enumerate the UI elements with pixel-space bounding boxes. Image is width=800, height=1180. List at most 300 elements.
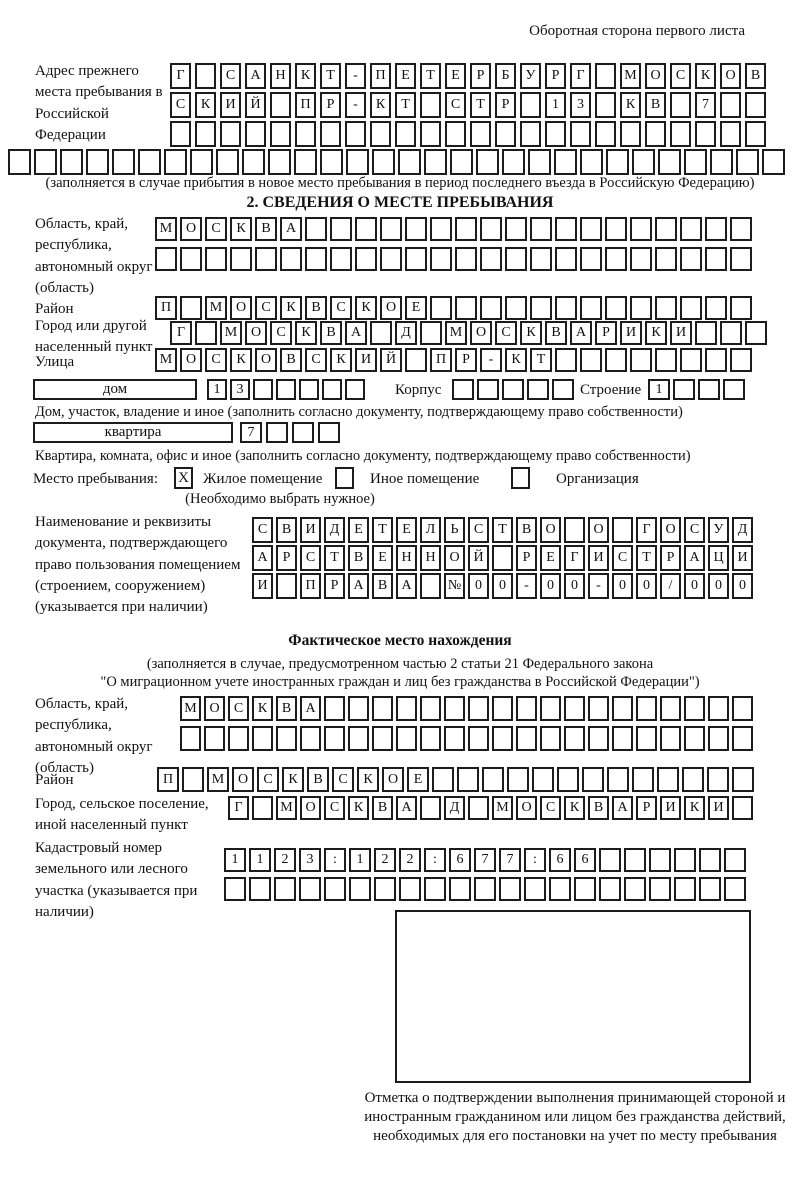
char-cell[interactable]: К <box>355 296 377 320</box>
char-cell[interactable]: О <box>382 767 404 792</box>
char-cell[interactable] <box>420 573 441 599</box>
char-cell[interactable]: В <box>305 296 327 320</box>
char-cell[interactable]: - <box>516 573 537 599</box>
char-cell[interactable] <box>86 149 109 175</box>
char-cell[interactable]: А <box>684 545 705 571</box>
char-cell[interactable] <box>320 121 341 147</box>
char-cell[interactable]: К <box>684 796 705 820</box>
char-cell[interactable] <box>372 149 395 175</box>
char-cell[interactable] <box>477 379 499 400</box>
char-cell[interactable] <box>624 877 646 901</box>
char-cell[interactable] <box>632 149 655 175</box>
char-cell[interactable] <box>580 348 602 372</box>
char-cell[interactable] <box>345 379 365 400</box>
char-cell[interactable] <box>530 296 552 320</box>
char-cell[interactable]: И <box>588 545 609 571</box>
char-cell[interactable]: Г <box>170 63 191 89</box>
char-cell[interactable]: Р <box>545 63 566 89</box>
char-cell[interactable]: Р <box>324 573 345 599</box>
char-cell[interactable]: И <box>220 92 241 118</box>
char-cell[interactable]: 7 <box>695 92 716 118</box>
char-cell[interactable]: О <box>588 517 609 543</box>
char-cell[interactable] <box>430 217 452 241</box>
char-cell[interactable]: К <box>230 217 252 241</box>
char-cell[interactable] <box>530 247 552 271</box>
char-cell[interactable] <box>266 422 288 443</box>
char-cell[interactable] <box>445 121 466 147</box>
char-cell[interactable] <box>348 696 369 721</box>
char-cell[interactable] <box>564 517 585 543</box>
char-cell[interactable] <box>245 121 266 147</box>
char-cell[interactable] <box>699 877 721 901</box>
char-cell[interactable]: Г <box>170 321 192 345</box>
char-cell[interactable] <box>430 296 452 320</box>
char-cell[interactable]: О <box>380 296 402 320</box>
char-cell[interactable] <box>468 696 489 721</box>
char-cell[interactable]: Е <box>372 545 393 571</box>
char-cell[interactable]: А <box>300 696 321 721</box>
char-cell[interactable]: С <box>332 767 354 792</box>
char-cell[interactable] <box>482 767 504 792</box>
char-cell[interactable] <box>424 149 447 175</box>
char-cell[interactable] <box>405 348 427 372</box>
char-cell[interactable]: О <box>180 217 202 241</box>
char-cell[interactable] <box>695 321 717 345</box>
char-cell[interactable] <box>372 726 393 751</box>
char-cell[interactable]: К <box>230 348 252 372</box>
stamp-box[interactable] <box>395 910 751 1083</box>
char-cell[interactable] <box>420 92 441 118</box>
char-cell[interactable]: Р <box>455 348 477 372</box>
char-cell[interactable] <box>112 149 135 175</box>
char-cell[interactable]: Д <box>732 517 753 543</box>
char-cell[interactable] <box>318 422 340 443</box>
char-cell[interactable] <box>180 726 201 751</box>
char-cell[interactable]: В <box>645 92 666 118</box>
char-cell[interactable] <box>170 121 191 147</box>
char-cell[interactable] <box>399 877 421 901</box>
char-cell[interactable] <box>670 121 691 147</box>
char-cell[interactable]: 7 <box>240 422 262 443</box>
char-cell[interactable]: 2 <box>374 848 396 872</box>
char-cell[interactable] <box>588 696 609 721</box>
char-cell[interactable] <box>8 149 31 175</box>
char-cell[interactable] <box>555 348 577 372</box>
char-cell[interactable]: П <box>295 92 316 118</box>
char-cell[interactable] <box>624 848 646 872</box>
char-cell[interactable]: О <box>255 348 277 372</box>
char-cell[interactable] <box>398 149 421 175</box>
char-cell[interactable]: К <box>252 696 273 721</box>
char-cell[interactable] <box>605 296 627 320</box>
char-cell[interactable] <box>630 348 652 372</box>
char-cell[interactable]: К <box>695 63 716 89</box>
char-cell[interactable]: О <box>245 321 267 345</box>
char-cell[interactable] <box>292 422 314 443</box>
char-cell[interactable] <box>405 247 427 271</box>
char-cell[interactable] <box>708 696 729 721</box>
char-cell[interactable]: С <box>445 92 466 118</box>
char-cell[interactable]: М <box>445 321 467 345</box>
char-cell[interactable]: В <box>545 321 567 345</box>
char-cell[interactable]: И <box>708 796 729 820</box>
char-cell[interactable] <box>516 726 537 751</box>
char-cell[interactable] <box>468 726 489 751</box>
char-cell[interactable] <box>295 121 316 147</box>
char-cell[interactable] <box>698 379 720 400</box>
char-cell[interactable]: У <box>520 63 541 89</box>
char-cell[interactable] <box>395 121 416 147</box>
char-cell[interactable] <box>532 767 554 792</box>
char-cell[interactable]: В <box>588 796 609 820</box>
char-cell[interactable] <box>195 121 216 147</box>
char-cell[interactable] <box>355 247 377 271</box>
char-cell[interactable] <box>762 149 785 175</box>
char-cell[interactable]: И <box>660 796 681 820</box>
char-cell[interactable] <box>549 877 571 901</box>
char-cell[interactable]: Е <box>395 63 416 89</box>
char-cell[interactable] <box>588 726 609 751</box>
char-cell[interactable]: П <box>300 573 321 599</box>
char-cell[interactable]: М <box>620 63 641 89</box>
char-cell[interactable]: 7 <box>499 848 521 872</box>
char-cell[interactable] <box>499 877 521 901</box>
char-cell[interactable] <box>705 217 727 241</box>
char-cell[interactable] <box>346 149 369 175</box>
char-cell[interactable]: Д <box>395 321 417 345</box>
other-premise-checkbox[interactable] <box>335 467 354 489</box>
char-cell[interactable] <box>732 726 753 751</box>
char-cell[interactable] <box>564 696 585 721</box>
char-cell[interactable]: 0 <box>564 573 585 599</box>
char-cell[interactable]: О <box>230 296 252 320</box>
char-cell[interactable]: Д <box>444 796 465 820</box>
char-cell[interactable] <box>684 696 705 721</box>
char-cell[interactable]: Р <box>636 796 657 820</box>
char-cell[interactable] <box>396 696 417 721</box>
char-cell[interactable]: Т <box>530 348 552 372</box>
char-cell[interactable]: Р <box>516 545 537 571</box>
char-cell[interactable] <box>745 121 766 147</box>
char-cell[interactable] <box>468 796 489 820</box>
char-cell[interactable] <box>505 247 527 271</box>
char-cell[interactable] <box>228 726 249 751</box>
char-cell[interactable] <box>595 63 616 89</box>
char-cell[interactable]: М <box>492 796 513 820</box>
char-cell[interactable]: 2 <box>399 848 421 872</box>
char-cell[interactable] <box>695 121 716 147</box>
char-cell[interactable]: А <box>252 545 273 571</box>
char-cell[interactable] <box>730 296 752 320</box>
char-cell[interactable]: А <box>345 321 367 345</box>
char-cell[interactable]: В <box>516 517 537 543</box>
char-cell[interactable]: К <box>295 321 317 345</box>
char-cell[interactable] <box>370 321 392 345</box>
char-cell[interactable] <box>710 149 733 175</box>
char-cell[interactable] <box>524 877 546 901</box>
char-cell[interactable]: К <box>370 92 391 118</box>
char-cell[interactable]: 2 <box>274 848 296 872</box>
char-cell[interactable] <box>674 848 696 872</box>
char-cell[interactable] <box>348 726 369 751</box>
char-cell[interactable]: Е <box>396 517 417 543</box>
char-cell[interactable]: Р <box>276 545 297 571</box>
char-cell[interactable] <box>655 247 677 271</box>
char-cell[interactable] <box>220 121 241 147</box>
char-cell[interactable]: Р <box>320 92 341 118</box>
char-cell[interactable] <box>505 217 527 241</box>
char-cell[interactable] <box>252 726 273 751</box>
char-cell[interactable]: 1 <box>349 848 371 872</box>
char-cell[interactable]: И <box>732 545 753 571</box>
char-cell[interactable]: Й <box>468 545 489 571</box>
char-cell[interactable]: В <box>348 545 369 571</box>
char-cell[interactable]: 3 <box>230 379 250 400</box>
char-cell[interactable]: 7 <box>474 848 496 872</box>
char-cell[interactable] <box>276 573 297 599</box>
char-cell[interactable] <box>255 247 277 271</box>
char-cell[interactable]: Г <box>564 545 585 571</box>
char-cell[interactable] <box>305 247 327 271</box>
char-cell[interactable] <box>680 296 702 320</box>
char-cell[interactable]: В <box>276 696 297 721</box>
char-cell[interactable] <box>682 767 704 792</box>
char-cell[interactable]: В <box>372 796 393 820</box>
char-cell[interactable]: С <box>220 63 241 89</box>
char-cell[interactable] <box>294 149 317 175</box>
char-cell[interactable] <box>420 321 442 345</box>
char-cell[interactable] <box>684 726 705 751</box>
char-cell[interactable] <box>480 217 502 241</box>
char-cell[interactable]: О <box>180 348 202 372</box>
char-cell[interactable]: Ь <box>444 517 465 543</box>
char-cell[interactable]: М <box>155 217 177 241</box>
char-cell[interactable] <box>580 296 602 320</box>
char-cell[interactable]: А <box>570 321 592 345</box>
char-cell[interactable]: С <box>270 321 292 345</box>
char-cell[interactable]: П <box>430 348 452 372</box>
char-cell[interactable] <box>455 247 477 271</box>
char-cell[interactable] <box>324 726 345 751</box>
char-cell[interactable]: В <box>307 767 329 792</box>
char-cell[interactable] <box>630 296 652 320</box>
char-cell[interactable] <box>252 796 273 820</box>
char-cell[interactable] <box>599 877 621 901</box>
char-cell[interactable] <box>305 217 327 241</box>
char-cell[interactable]: А <box>612 796 633 820</box>
char-cell[interactable]: М <box>155 348 177 372</box>
char-cell[interactable]: С <box>170 92 191 118</box>
char-cell[interactable] <box>745 92 766 118</box>
char-cell[interactable] <box>320 149 343 175</box>
char-cell[interactable]: 0 <box>612 573 633 599</box>
char-cell[interactable]: В <box>372 573 393 599</box>
char-cell[interactable] <box>420 796 441 820</box>
char-cell[interactable]: Г <box>636 517 657 543</box>
char-cell[interactable] <box>555 247 577 271</box>
char-cell[interactable]: И <box>670 321 692 345</box>
char-cell[interactable] <box>396 726 417 751</box>
char-cell[interactable] <box>430 247 452 271</box>
char-cell[interactable]: О <box>660 517 681 543</box>
char-cell[interactable] <box>657 767 679 792</box>
char-cell[interactable] <box>708 726 729 751</box>
char-cell[interactable]: 6 <box>549 848 571 872</box>
char-cell[interactable] <box>649 848 671 872</box>
char-cell[interactable] <box>680 348 702 372</box>
char-cell[interactable] <box>470 121 491 147</box>
char-cell[interactable]: Р <box>595 321 617 345</box>
char-cell[interactable]: В <box>255 217 277 241</box>
char-cell[interactable]: И <box>252 573 273 599</box>
char-cell[interactable] <box>405 217 427 241</box>
char-cell[interactable] <box>195 63 216 89</box>
char-cell[interactable] <box>492 726 513 751</box>
char-cell[interactable] <box>649 877 671 901</box>
char-cell[interactable] <box>492 545 513 571</box>
char-cell[interactable]: А <box>245 63 266 89</box>
char-cell[interactable]: С <box>257 767 279 792</box>
char-cell[interactable]: В <box>276 517 297 543</box>
char-cell[interactable] <box>276 379 296 400</box>
char-cell[interactable] <box>599 848 621 872</box>
char-cell[interactable] <box>299 877 321 901</box>
char-cell[interactable]: Е <box>405 296 427 320</box>
char-cell[interactable]: Е <box>540 545 561 571</box>
char-cell[interactable] <box>632 767 654 792</box>
char-cell[interactable]: Й <box>245 92 266 118</box>
char-cell[interactable] <box>190 149 213 175</box>
char-cell[interactable]: С <box>330 296 352 320</box>
char-cell[interactable] <box>180 296 202 320</box>
char-cell[interactable] <box>655 217 677 241</box>
char-cell[interactable]: 0 <box>636 573 657 599</box>
char-cell[interactable] <box>299 379 319 400</box>
char-cell[interactable] <box>182 767 204 792</box>
char-cell[interactable]: Е <box>348 517 369 543</box>
char-cell[interactable]: И <box>620 321 642 345</box>
char-cell[interactable] <box>444 696 465 721</box>
char-cell[interactable]: К <box>520 321 542 345</box>
char-cell[interactable]: Й <box>380 348 402 372</box>
char-cell[interactable]: К <box>564 796 585 820</box>
char-cell[interactable]: М <box>276 796 297 820</box>
char-cell[interactable] <box>660 696 681 721</box>
char-cell[interactable] <box>370 121 391 147</box>
char-cell[interactable]: В <box>280 348 302 372</box>
char-cell[interactable] <box>720 121 741 147</box>
char-cell[interactable] <box>612 696 633 721</box>
char-cell[interactable]: С <box>684 517 705 543</box>
char-cell[interactable]: 6 <box>574 848 596 872</box>
char-cell[interactable]: 1 <box>648 379 670 400</box>
char-cell[interactable] <box>324 696 345 721</box>
char-cell[interactable] <box>230 247 252 271</box>
residential-checkbox[interactable]: X <box>174 467 193 489</box>
char-cell[interactable] <box>495 121 516 147</box>
char-cell[interactable]: С <box>612 545 633 571</box>
char-cell[interactable] <box>164 149 187 175</box>
char-cell[interactable]: 3 <box>299 848 321 872</box>
char-cell[interactable]: К <box>195 92 216 118</box>
char-cell[interactable]: О <box>720 63 741 89</box>
char-cell[interactable]: 0 <box>468 573 489 599</box>
char-cell[interactable]: А <box>396 573 417 599</box>
char-cell[interactable]: К <box>357 767 379 792</box>
char-cell[interactable] <box>555 296 577 320</box>
char-cell[interactable] <box>205 247 227 271</box>
char-cell[interactable]: Р <box>470 63 491 89</box>
char-cell[interactable] <box>330 217 352 241</box>
char-cell[interactable]: П <box>155 296 177 320</box>
char-cell[interactable] <box>452 379 474 400</box>
char-cell[interactable] <box>155 247 177 271</box>
char-cell[interactable]: Л <box>420 517 441 543</box>
char-cell[interactable] <box>570 121 591 147</box>
char-cell[interactable] <box>607 767 629 792</box>
char-cell[interactable]: К <box>505 348 527 372</box>
char-cell[interactable] <box>658 149 681 175</box>
char-cell[interactable] <box>699 848 721 872</box>
char-cell[interactable] <box>564 726 585 751</box>
char-cell[interactable] <box>492 696 513 721</box>
char-cell[interactable] <box>520 121 541 147</box>
char-cell[interactable]: - <box>345 92 366 118</box>
char-cell[interactable] <box>630 247 652 271</box>
char-cell[interactable] <box>673 379 695 400</box>
char-cell[interactable] <box>605 247 627 271</box>
char-cell[interactable]: Н <box>270 63 291 89</box>
char-cell[interactable]: Н <box>420 545 441 571</box>
char-cell[interactable] <box>424 877 446 901</box>
char-cell[interactable]: С <box>205 348 227 372</box>
char-cell[interactable] <box>520 92 541 118</box>
char-cell[interactable]: Г <box>570 63 591 89</box>
char-cell[interactable] <box>680 247 702 271</box>
char-cell[interactable]: Е <box>445 63 466 89</box>
char-cell[interactable]: Т <box>420 63 441 89</box>
char-cell[interactable]: О <box>204 696 225 721</box>
char-cell[interactable] <box>224 877 246 901</box>
char-cell[interactable]: К <box>280 296 302 320</box>
char-cell[interactable] <box>322 379 342 400</box>
char-cell[interactable]: Т <box>372 517 393 543</box>
char-cell[interactable] <box>724 877 746 901</box>
char-cell[interactable] <box>505 296 527 320</box>
char-cell[interactable]: А <box>280 217 302 241</box>
char-cell[interactable]: М <box>180 696 201 721</box>
char-cell[interactable] <box>684 149 707 175</box>
char-cell[interactable] <box>270 121 291 147</box>
char-cell[interactable] <box>480 247 502 271</box>
char-cell[interactable] <box>705 348 727 372</box>
char-cell[interactable] <box>612 726 633 751</box>
char-cell[interactable]: С <box>205 217 227 241</box>
char-cell[interactable] <box>432 767 454 792</box>
char-cell[interactable] <box>474 877 496 901</box>
char-cell[interactable] <box>444 726 465 751</box>
char-cell[interactable] <box>745 321 767 345</box>
char-cell[interactable]: К <box>620 92 641 118</box>
char-cell[interactable] <box>705 247 727 271</box>
char-cell[interactable] <box>455 217 477 241</box>
char-cell[interactable] <box>730 247 752 271</box>
char-cell[interactable] <box>450 149 473 175</box>
char-cell[interactable] <box>707 767 729 792</box>
char-cell[interactable] <box>620 121 641 147</box>
char-cell[interactable] <box>502 149 525 175</box>
char-cell[interactable] <box>516 696 537 721</box>
